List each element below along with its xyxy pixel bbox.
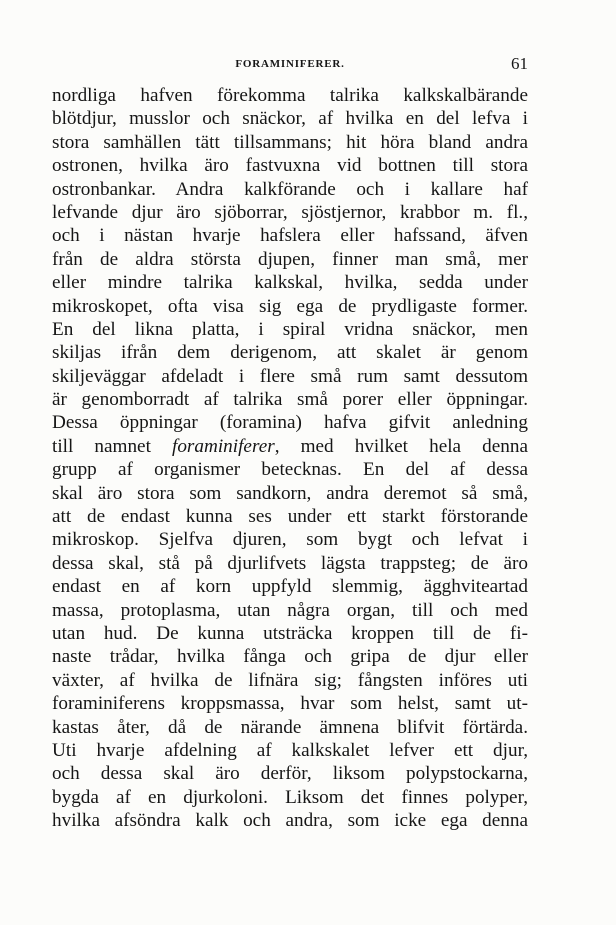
text-line: skiljas ifrån dem derigenom, att skalet är genom (52, 342, 528, 364)
running-head-title: FORAMINIFERER. (235, 58, 345, 70)
text-line: och dessa skal äro derför, liksom polypstockarna, (52, 763, 528, 785)
text-line: endast en af korn uppfyld slemmig, ägghviteartad (52, 576, 528, 598)
text-line: eller mindre talrika kalkskal, hvilka, sedda under (52, 272, 528, 294)
text-line: Dessa öppningar (foramina) hafva gifvit anledning (52, 412, 528, 434)
page-number: 61 (511, 54, 528, 73)
text-line (52, 435, 528, 458)
text-line: mikroskop. Sjelfva djuren, som bygt och lefvat i (52, 529, 528, 551)
text-segment: till namnet (52, 435, 172, 457)
text-line: och i nästan hvarje hafslera eller hafssand, äfven (52, 225, 528, 247)
text-line: naste trådar, hvilka fånga och gripa de djur eller (52, 646, 528, 668)
text-line: att de endast kunna ses under ett starkt förstorande (52, 506, 528, 528)
emphasized-term: foraminiferer (172, 435, 275, 457)
text-line: foraminiferens kroppsmassa, hvar som helst, samt ut- (52, 693, 528, 715)
text-line: ostronen, hvilka äro fastvuxna vid bottnen till stora (52, 155, 528, 177)
text-line: är genomborradt af talrika små porer eller öppningar. (52, 389, 528, 411)
text-line: grupp af organismer betecknas. En del af dessa (52, 459, 528, 481)
text-line: skal äro stora som sandkorn, andra deremot så små, (52, 482, 528, 504)
text-line: nordliga hafven förekomma talrika kalkskalbärande (52, 85, 528, 106)
text-line: växter, af hvilka de lifnära sig; fångsten införes uti (52, 669, 528, 691)
text-line: utan hud. De kunna utsträcka kroppen till de fi- (52, 622, 528, 644)
text-line: blötdjur, musslor och snäckor, af hvilka en del lefva i (52, 108, 528, 130)
text-line: från de aldra största djupen, finner man små, mer (52, 248, 528, 270)
text-line: skiljeväggar afdeladt i flere små rum samt dessutom (52, 365, 528, 387)
running-head (52, 56, 528, 76)
text-line: dessa skal, stå på djurlifvets lägsta trappsteg; de äro (52, 552, 528, 574)
text-line: massa, protoplasma, utan några organ, till och med (52, 599, 528, 621)
text-line: mikroskopet, ofta visa sig ega de prydligaste former. (52, 295, 528, 317)
text-line: En del likna platta, i spiral vridna snäckor, men (52, 318, 528, 340)
text-line: ostronbankar. Andra kalkförande och i kallare haf (52, 178, 528, 200)
text-line: lefvande djur äro sjöborrar, sjöstjernor, krabbor m. fl., (52, 201, 528, 223)
body-text (52, 84, 528, 844)
text-line: bygda af en djurkoloni. Liksom det finnes polyper, (52, 786, 528, 808)
text-line: kastas åter, då de närande ämnena blifvit förtärda. (52, 716, 528, 738)
text-line: stora samhällen tätt tillsammans; hit höra bland andra (52, 131, 528, 153)
text-line: Uti hvarje afdelning af kalkskalet lefver ett djur, (52, 739, 528, 761)
text-segment: , med hvilket hela denna (274, 435, 528, 457)
text-line: hvilka afsöndra kalk och andra, som icke ega denna (52, 810, 528, 832)
